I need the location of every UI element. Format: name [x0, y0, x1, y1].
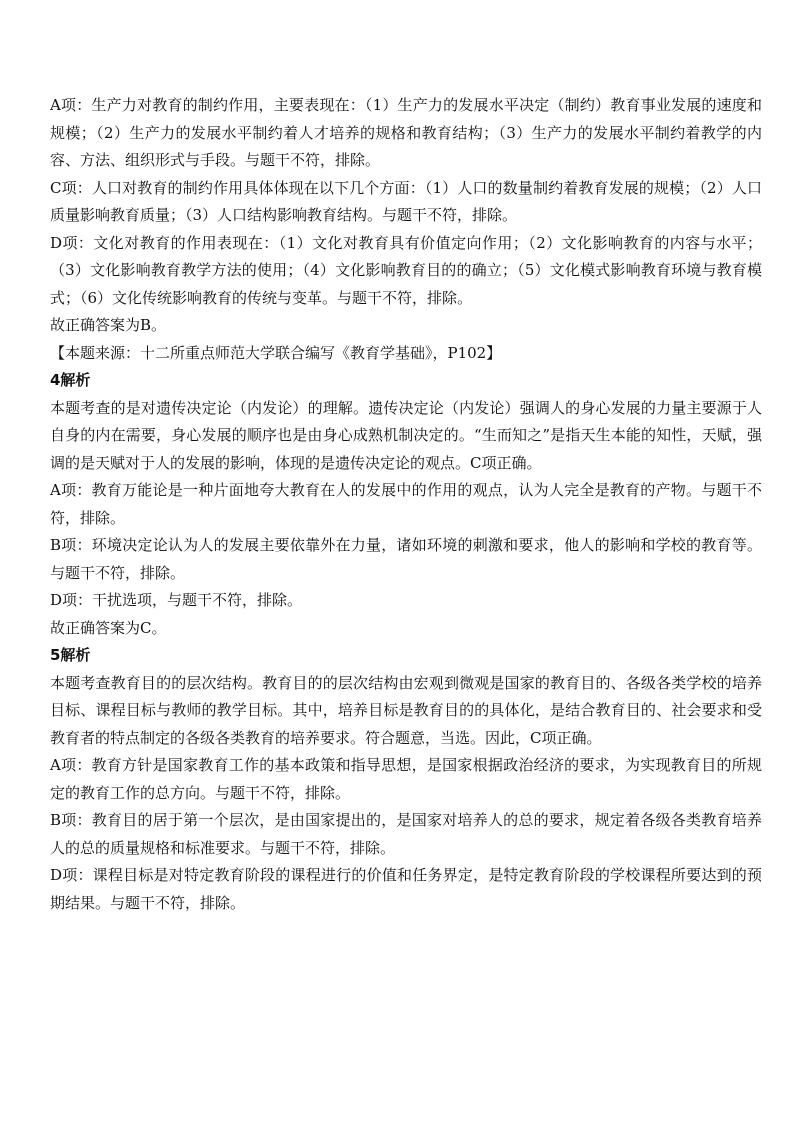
paragraph-a-productivity: A项：生产力对教育的制约作用，主要表现在：（1）生产力的发展水平决定（制约）教育事业发展的速度和规模；（2）生产力的发展水平制约着人才培养的规格和教育结构；（3）生产力的发展水平制约着教学的内容、方法、组织形式与手段。与题干不符，排除。 [50, 96, 762, 169]
source-citation: 【本题来源：十二所重点师范大学联合编写《教育学基础》，P102】 [50, 343, 502, 362]
answer-line-b: 故正确答案为B。 [50, 316, 167, 334]
paragraph-4-a: A项：教育万能论是一种片面地夸大教育在人的发展中的作用的观点，认为人完全是教育的产物。与题干不符，排除。 [50, 481, 762, 527]
paragraph-4-b: B项：环境决定论认为人的发展主要依靠外在力量，诸如环境的刺激和要求，他人的影响和学校的教育等。与题干不符，排除。 [50, 536, 762, 582]
paragraph-5-b: B项：教育目的居于第一个层次，是由国家提出的，是国家对培养人的总的要求，规定着各级各类教育培养人的总的质量规格和标准要求。与题干不符，排除。 [50, 811, 762, 857]
paragraph-4-d: D项：干扰选项，与题干不符，排除。 [50, 591, 303, 609]
section-heading-5: 5解析 [50, 646, 91, 664]
section-heading-4: 4解析 [50, 371, 91, 389]
answer-line-c: 故正确答案为C。 [50, 618, 167, 637]
paragraph-5-a: A项：教育方针是国家教育工作的基本政策和指导思想，是国家根据政治经济的要求，为实现教育目的所规定的教育工作的总方向。与题干不符，排除。 [50, 756, 762, 802]
paragraph-5-intro: 本题考查教育目的的层次结构。教育目的的层次结构由宏观到微观是国家的教育目的、各级各类学校的培养目标、课程目标与教师的教学目标。其中，培养目标是教育目的的具体化，是结合教育目的、社会要求和受教育者的特点制定的各级各类教育的培养要求。符合题意，当选。因此，C项正确。 [50, 673, 762, 747]
paragraph-c-population: C项：人口对教育的制约作用具体体现在以下几个方面：（1）人口的数量制约着教育发展的规模；（2）人口质量影响教育质量；（3）人口结构影响教育结构。与题干不符，排除。 [50, 178, 762, 224]
paragraph-4-intro: 本题考查的是对遗传决定论（内发论）的理解。遗传决定论（内发论）强调人的身心发展的力量主要源于人自身的内在需要，身心发展的顺序也是由身心成熟机制决定的。“生而知之”是指天生本能的知性，天赋，强调的是天赋对于人的发展的影响，体现的是遗传决定论的观点。C项正确。 [50, 398, 762, 472]
document-body [50, 92, 762, 917]
paragraph-d-culture: D项：文化对教育的作用表现在：（1）文化对教育具有价值定向作用；（2）文化影响教育的内容与水平；（3）文化影响教育教学方法的使用；（4）文化影响教育目的的确立；（5）文化模式影响教育环境与教育模式；（6）文化传统影响教育的传统与变革。与题干不符，排除。 [50, 233, 762, 307]
paragraph-5-d: D项：课程目标是对特定教育阶段的课程进行的价值和任务界定，是特定教育阶段的学校课程所要达到的预期结果。与题干不符，排除。 [50, 866, 762, 912]
